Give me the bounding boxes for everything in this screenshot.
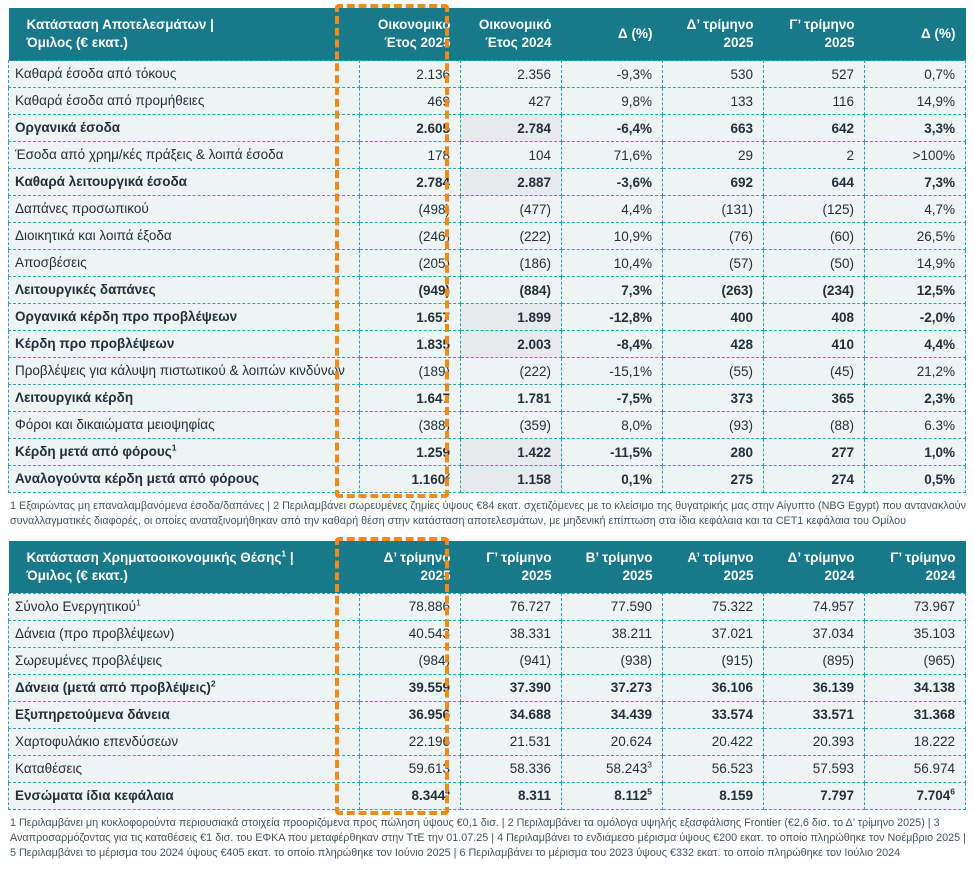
- row-label: Φόροι και δικαιώματα μειοψηφίας: [9, 412, 360, 439]
- row-label: Καθαρά λειτουργικά έσοδα: [9, 169, 360, 196]
- value-cell: -7,5%: [562, 385, 663, 412]
- row-label: Κέρδη προ προβλέψεων: [9, 331, 360, 358]
- value-cell: 7,3%: [865, 169, 966, 196]
- value-cell: -9,3%: [562, 61, 663, 88]
- row-label: Αποσβέσεις: [9, 250, 360, 277]
- value-cell: 428: [663, 331, 764, 358]
- value-cell: (55): [663, 358, 764, 385]
- table-row: [9, 620, 966, 647]
- table-row: [9, 304, 966, 331]
- value-cell: 1.657: [360, 304, 461, 331]
- value-cell: >100%: [865, 142, 966, 169]
- value-cell: 4,4%: [865, 331, 966, 358]
- value-cell: 8.112$^5$: [562, 782, 663, 809]
- value-cell: 1.259: [360, 439, 461, 466]
- value-cell: (189): [360, 358, 461, 385]
- value-cell: 275: [663, 466, 764, 493]
- value-cell: 104: [461, 142, 562, 169]
- value-cell: (884): [461, 277, 562, 304]
- value-cell: 56.974: [865, 755, 966, 782]
- value-cell: 3,3%: [865, 115, 966, 142]
- column-header: Δ’ τρίμηνο 2025: [360, 541, 461, 594]
- income-statement-table-wrap: [8, 8, 966, 493]
- value-cell: 2.784: [461, 115, 562, 142]
- income-statement-footnote: 1 Εξαιρώντας μη επαναλαμβανόμενα έσοδα/δαπάνες | 2 Περιλαμβάνει σωρευμένες ζημίες ύψους €84 εκατ. σχετιζόμενες με το κλείσιμο της θυγατρικής μας στην Αίγυπτο (NBG Egypt) που αντανακλούν συναλλαγματικές διαφορές, οι οποίες αναταξινομήθηκαν από την καθαρή θέση στην κατάσταση αποτελεσμάτων, με μηδενική επίπτωση στα ίδια κεφάλαια και τα CET1 κεφάλαια του Ομίλου: [10, 500, 966, 527]
- value-cell: 77.590: [562, 593, 663, 620]
- value-cell: (949): [360, 277, 461, 304]
- column-header: Δ’ τρίμηνο 2025: [663, 8, 764, 61]
- table-row: [9, 331, 966, 358]
- value-cell: (915): [663, 647, 764, 674]
- row-label: Αναλογούντα κέρδη μετά από φόρους: [9, 466, 360, 493]
- value-cell: 116: [764, 88, 865, 115]
- row-label: Δάνεια (προ προβλέψεων): [9, 620, 360, 647]
- header-row: [9, 8, 966, 61]
- value-cell: -11,5%: [562, 439, 663, 466]
- row-label: Οργανικά έσοδα: [9, 115, 360, 142]
- value-cell: (76): [663, 223, 764, 250]
- value-cell: (222): [461, 358, 562, 385]
- table-row: [9, 647, 966, 674]
- table-row: [9, 358, 966, 385]
- table-row: [9, 115, 966, 142]
- column-header: Δ’ τρίμηνο 2024: [764, 541, 865, 594]
- value-cell: 1.647: [360, 385, 461, 412]
- value-cell: -15,1%: [562, 358, 663, 385]
- value-cell: 26,5%: [865, 223, 966, 250]
- value-cell: -12,8%: [562, 304, 663, 331]
- balance-sheet-footnote: 1 Περιλαμβάνει μη κυκλοφορούντα περιουσιακά στοιχεία προοριζόμενα προς πώληση ύψους €0,1 δισ. | 2 Περιλαμβάνει τα ομόλογα υψηλής εξασφάλισης Frontier (€2,6 δισ. το Δ’ τρίμηνο 2025) | 3 Αναπροσαρμόζοντας για τις καταθέσεις €1 δισ. του ΕΦΚΑ που μεταφέρθηκαν στην ΤτΕ την 01.07.25 | 4 Περιλαμβάνει το ενδιάμεσο μέρισμα ύψους €200 εκατ. το οποίο πληρώθηκε τον Νοέμβριο 2025 | 5 Περιλαμβάνει το μέρισμα του 2024 ύψους €405 εκατ. το οποίο πληρώθηκε τον Ιούνιο 2025 | 6 Περιλαμβάνει το μέρισμα του 2023 ύψους €332 εκατ. το οποίο πληρώθηκε τον Ιούλιο 2024: [10, 816, 966, 859]
- value-cell: (45): [764, 358, 865, 385]
- row-label: Έσοδα από χρημ/κές πράξεις & λοιπά έσοδα: [9, 142, 360, 169]
- table-row: [9, 728, 966, 755]
- table-row: [9, 782, 966, 809]
- table-row: [9, 169, 966, 196]
- value-cell: 35.103: [865, 620, 966, 647]
- value-cell: (965): [865, 647, 966, 674]
- value-cell: (93): [663, 412, 764, 439]
- column-header: Οικονομικό Έτος 2025: [360, 8, 461, 61]
- column-header: Οικονομικό Έτος 2024: [461, 8, 562, 61]
- value-cell: 37.034: [764, 620, 865, 647]
- value-cell: 59.613: [360, 755, 461, 782]
- row-label: Καθαρά έσοδα από προμήθειες: [9, 88, 360, 115]
- value-cell: 2.887: [461, 169, 562, 196]
- value-cell: 2: [764, 142, 865, 169]
- value-cell: 6.3%: [865, 412, 966, 439]
- value-cell: (186): [461, 250, 562, 277]
- value-cell: 58.243$^3$: [562, 755, 663, 782]
- row-label: Εξυπηρετούμενα δάνεια: [9, 701, 360, 728]
- value-cell: 2.136: [360, 61, 461, 88]
- balance-sheet-body: [9, 593, 966, 809]
- value-cell: (57): [663, 250, 764, 277]
- value-cell: 663: [663, 115, 764, 142]
- value-cell: 8,0%: [562, 412, 663, 439]
- value-cell: 37.021: [663, 620, 764, 647]
- value-cell: 20.393: [764, 728, 865, 755]
- row-label: Δαπάνες προσωπικού: [9, 196, 360, 223]
- value-cell: 178: [360, 142, 461, 169]
- value-cell: 34.439: [562, 701, 663, 728]
- value-cell: 7.797: [764, 782, 865, 809]
- value-cell: (50): [764, 250, 865, 277]
- income-statement-title: Κατάσταση Αποτελεσμάτων | Όμιλος (€ εκατ.): [9, 8, 360, 61]
- value-cell: 21.531: [461, 728, 562, 755]
- value-cell: 469: [360, 88, 461, 115]
- value-cell: 34.138: [865, 674, 966, 701]
- value-cell: 57.593: [764, 755, 865, 782]
- value-cell: 410: [764, 331, 865, 358]
- table-row: [9, 412, 966, 439]
- value-cell: 20.422: [663, 728, 764, 755]
- value-cell: 2.784: [360, 169, 461, 196]
- row-label: Διοικητικά και λοιπά έξοδα: [9, 223, 360, 250]
- value-cell: 2,3%: [865, 385, 966, 412]
- balance-sheet-table-wrap: [8, 541, 966, 810]
- value-cell: 1.781: [461, 385, 562, 412]
- value-cell: 8.159: [663, 782, 764, 809]
- balance-sheet-table: [8, 541, 966, 810]
- value-cell: (234): [764, 277, 865, 304]
- table-row: [9, 755, 966, 782]
- value-cell: (895): [764, 647, 865, 674]
- value-cell: 133: [663, 88, 764, 115]
- table-row: [9, 701, 966, 728]
- value-cell: 4,7%: [865, 196, 966, 223]
- value-cell: 56.523: [663, 755, 764, 782]
- value-cell: 40.543: [360, 620, 461, 647]
- value-cell: 20.624: [562, 728, 663, 755]
- value-cell: 58.336: [461, 755, 562, 782]
- value-cell: 37.390: [461, 674, 562, 701]
- income-statement-header: [9, 8, 966, 61]
- value-cell: 0,7%: [865, 61, 966, 88]
- balance-sheet-title: Κατάσταση Χρηματοοικονομικής Θέσης$^1$ | Όμιλος (€ εκατ.): [9, 541, 360, 594]
- table-row: [9, 223, 966, 250]
- value-cell: 642: [764, 115, 865, 142]
- value-cell: 408: [764, 304, 865, 331]
- table-row: [9, 385, 966, 412]
- column-header: Δ (%): [562, 8, 663, 61]
- row-label: Οργανικά κέρδη προ προβλέψεων: [9, 304, 360, 331]
- value-cell: 1.422: [461, 439, 562, 466]
- table-row: [9, 277, 966, 304]
- value-cell: (131): [663, 196, 764, 223]
- value-cell: (938): [562, 647, 663, 674]
- value-cell: 37.273: [562, 674, 663, 701]
- column-header: Β’ τρίμηνο 2025: [562, 541, 663, 594]
- row-label: Σωρευμένες προβλέψεις: [9, 647, 360, 674]
- value-cell: 644: [764, 169, 865, 196]
- column-header: Γ’ τρίμηνο 2024: [865, 541, 966, 594]
- row-label: Χαρτοφυλάκιο επενδύσεων: [9, 728, 360, 755]
- income-statement-table: [8, 8, 966, 493]
- value-cell: 10,4%: [562, 250, 663, 277]
- value-cell: 274: [764, 466, 865, 493]
- value-cell: 4,4%: [562, 196, 663, 223]
- value-cell: (246): [360, 223, 461, 250]
- value-cell: 21,2%: [865, 358, 966, 385]
- table-row: [9, 250, 966, 277]
- value-cell: (263): [663, 277, 764, 304]
- value-cell: 39.559: [360, 674, 461, 701]
- row-label: Ενσώματα ίδια κεφάλαια: [9, 782, 360, 809]
- value-cell: 1.835: [360, 331, 461, 358]
- value-cell: 400: [663, 304, 764, 331]
- column-header: Δ (%): [865, 8, 966, 61]
- value-cell: (477): [461, 196, 562, 223]
- value-cell: (222): [461, 223, 562, 250]
- value-cell: 14,9%: [865, 88, 966, 115]
- row-label: Δάνεια (μετά από προβλέψεις)$^2$: [9, 674, 360, 701]
- value-cell: 33.571: [764, 701, 865, 728]
- row-label: Λειτουργικές δαπάνες: [9, 277, 360, 304]
- column-header: Γ’ τρίμηνο 2025: [461, 541, 562, 594]
- value-cell: (941): [461, 647, 562, 674]
- value-cell: (60): [764, 223, 865, 250]
- value-cell: -2,0%: [865, 304, 966, 331]
- value-cell: 1.899: [461, 304, 562, 331]
- value-cell: 12,5%: [865, 277, 966, 304]
- value-cell: 29: [663, 142, 764, 169]
- value-cell: 1.158: [461, 466, 562, 493]
- balance-sheet-section: [8, 541, 966, 861]
- value-cell: 2.003: [461, 331, 562, 358]
- value-cell: 31.368: [865, 701, 966, 728]
- income-statement-body: [9, 61, 966, 493]
- value-cell: 36.956: [360, 701, 461, 728]
- value-cell: 34.688: [461, 701, 562, 728]
- value-cell: 76.727: [461, 593, 562, 620]
- value-cell: 373: [663, 385, 764, 412]
- value-cell: 2.356: [461, 61, 562, 88]
- value-cell: -8,4%: [562, 331, 663, 358]
- table-row: [9, 593, 966, 620]
- value-cell: (498): [360, 196, 461, 223]
- income-statement-section: [8, 8, 966, 529]
- value-cell: 7.704$^6$: [865, 782, 966, 809]
- value-cell: 73.967: [865, 593, 966, 620]
- row-label: Λειτουργικά κέρδη: [9, 385, 360, 412]
- value-cell: 277: [764, 439, 865, 466]
- value-cell: 8.344$^4$: [360, 782, 461, 809]
- value-cell: 36.139: [764, 674, 865, 701]
- column-header: Α’ τρίμηνο 2025: [663, 541, 764, 594]
- table-row: [9, 466, 966, 493]
- row-label: Καθαρά έσοδα από τόκους: [9, 61, 360, 88]
- value-cell: 74.957: [764, 593, 865, 620]
- table-row: [9, 196, 966, 223]
- column-header: Γ’ τρίμηνο 2025: [764, 8, 865, 61]
- value-cell: 1.160$^2$: [360, 466, 461, 493]
- row-label: Κέρδη μετά από φόρους$^1$: [9, 439, 360, 466]
- value-cell: 0,1%: [562, 466, 663, 493]
- value-cell: 527: [764, 61, 865, 88]
- value-cell: 36.106: [663, 674, 764, 701]
- row-label: Σύνολο Ενεργητικού$^1$: [9, 593, 360, 620]
- value-cell: 1,0%: [865, 439, 966, 466]
- table-row: [9, 439, 966, 466]
- value-cell: 9,8%: [562, 88, 663, 115]
- value-cell: 78.886: [360, 593, 461, 620]
- value-cell: 365: [764, 385, 865, 412]
- table-row: [9, 142, 966, 169]
- value-cell: 427: [461, 88, 562, 115]
- balance-sheet-header: [9, 541, 966, 594]
- row-label: Προβλέψεις για κάλυψη πιστωτικού & λοιπών κινδύνων: [9, 358, 360, 385]
- value-cell: 18.222: [865, 728, 966, 755]
- table-row: [9, 674, 966, 701]
- value-cell: (205): [360, 250, 461, 277]
- value-cell: 38.331: [461, 620, 562, 647]
- value-cell: 0,5%: [865, 466, 966, 493]
- value-cell: 280: [663, 439, 764, 466]
- value-cell: (88): [764, 412, 865, 439]
- value-cell: 7,3%: [562, 277, 663, 304]
- value-cell: 33.574: [663, 701, 764, 728]
- value-cell: 75.322: [663, 593, 764, 620]
- value-cell: 14,9%: [865, 250, 966, 277]
- value-cell: 71,6%: [562, 142, 663, 169]
- value-cell: 2.605: [360, 115, 461, 142]
- value-cell: 10,9%: [562, 223, 663, 250]
- table-row: [9, 88, 966, 115]
- value-cell: 22.196: [360, 728, 461, 755]
- table-row: [9, 61, 966, 88]
- value-cell: (359): [461, 412, 562, 439]
- value-cell: (125): [764, 196, 865, 223]
- value-cell: (388): [360, 412, 461, 439]
- row-label: Καταθέσεις: [9, 755, 360, 782]
- value-cell: (984): [360, 647, 461, 674]
- value-cell: 692: [663, 169, 764, 196]
- header-row: [9, 541, 966, 594]
- value-cell: 38.211: [562, 620, 663, 647]
- value-cell: -3,6%: [562, 169, 663, 196]
- value-cell: 8.311: [461, 782, 562, 809]
- value-cell: 530: [663, 61, 764, 88]
- value-cell: -6,4%: [562, 115, 663, 142]
